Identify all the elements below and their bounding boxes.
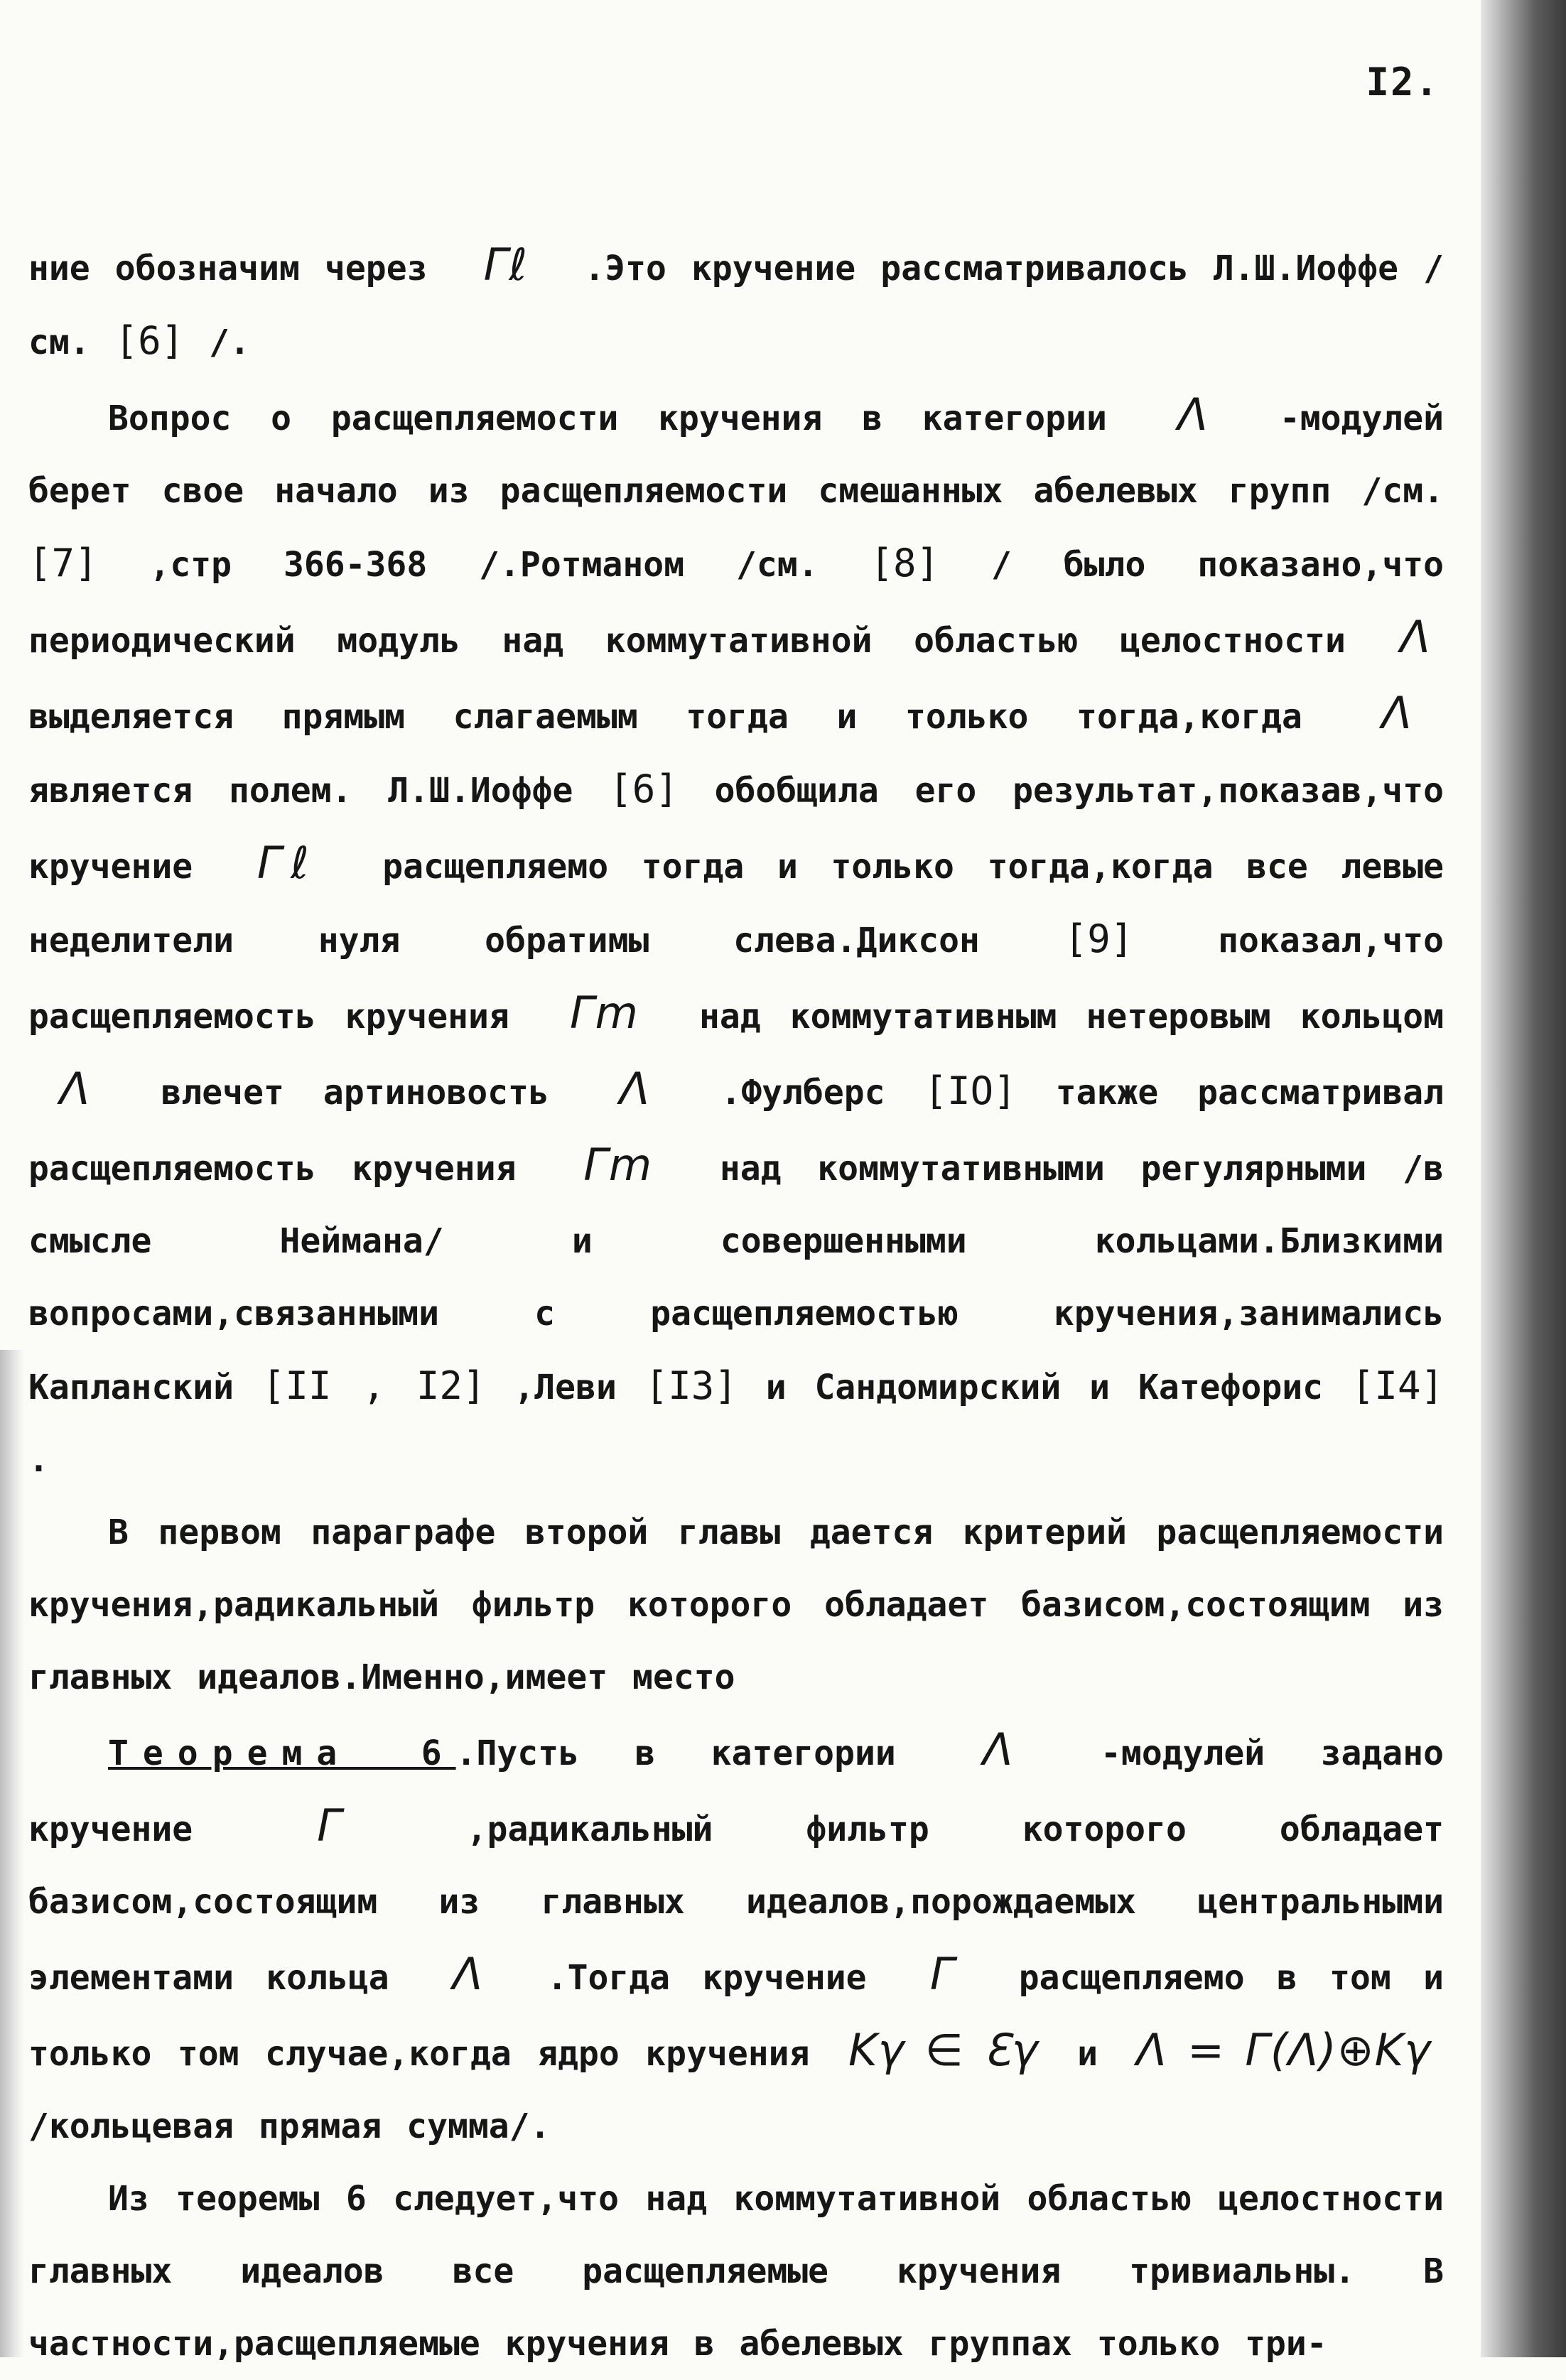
citation: [9] (1064, 916, 1134, 961)
citation: [II , I2] (261, 1363, 486, 1408)
ring-direct-sum-formula: Λ = Γ(Λ)⊕Kγ (1136, 2024, 1431, 2076)
lambda-symbol: Λ (983, 1724, 1014, 1775)
citation: [7] (28, 541, 98, 585)
torsion-symbol: Γℓ (483, 239, 529, 291)
theorem-label: Теорема 6 (108, 1733, 456, 1773)
citation: [IO] (924, 1069, 1017, 1113)
torsion-symbol: Γ (929, 1948, 956, 2000)
torsion-symbol: Γm (569, 987, 639, 1039)
lambda-symbol: Λ (619, 1063, 651, 1115)
citation: [6] (609, 767, 679, 811)
paragraph-4: Из теоремы 6 следует,что над коммутативной областью целостности главных идеалов все расщепляемые кручения тривиальны. В частности,расщепляемые кручения в абелевых группах только три- (28, 2179, 1444, 2364)
page-number: I2. (1366, 60, 1440, 104)
citation: [I3] (644, 1363, 738, 1408)
kernel-formula: Kγ ∈ Ɛγ (848, 2024, 1039, 2076)
scan-left-shadow (0, 1350, 24, 2357)
paragraph-3: В первом параграфе второй главы дается критерий расщепляемости кручения,радикальный фильтр которого обладает базисом,состоящим из главных идеалов.Именно,имеет место (28, 1513, 1444, 1697)
scan-edge-strip (1481, 0, 1566, 2357)
citation: [I4] (1351, 1363, 1444, 1408)
torsion-symbol: Γℓ (256, 837, 318, 889)
paragraph-2: Вопрос о расщепляемости кручения в категории Λ -модулей берет свое начало из расщепляемости смешанных абелевых групп /см. [7] ,стр 366-368 /.Ротманом /см. [8] / было показано,что периодический модуль над коммутативной областью целостности Λ выделяется прямым слагаемым тогда и только тогда,когда Λ является полем. Л.Ш.Иоффе [6] обобщила его результат,показав,что кручение Γℓ расщепляемо тогда и только тогда,когда все левые неделители нуля обратимы слева.Диксон [9] показал,что расщепляемость кручения Γm над коммутативным нетеровым кольцом Λ влечет артиновость Λ .Фулберс [IO] также рассматривал расщепляемость кручения Γm над коммутативными регулярными /в смысле Неймана/ и совершенными кольцами.Близкими вопросами,связанными с расщепляемостью кручения,занимались Капланский [II , I2] ,Леви [I3] и Сандомирский и Катефорис [I4] . (28, 389, 1444, 1480)
lambda-symbol: Λ (1381, 687, 1413, 739)
citation: [6] (114, 318, 185, 363)
lambda-symbol: Λ (1177, 389, 1209, 440)
lambda-symbol: Λ (1400, 611, 1431, 663)
paragraph-1: ние обозначим через Γℓ .Это кручение рассматривалось Л.Ш.Иоффе /см. [6] /. (28, 239, 1444, 363)
torsion-symbol: Γm (583, 1139, 653, 1191)
body-text (28, 229, 1444, 2380)
citation: [8] (870, 541, 940, 585)
torsion-symbol: Γ (317, 1800, 342, 1851)
lambda-symbol: Λ (60, 1063, 91, 1115)
lambda-symbol: Λ (452, 1948, 484, 2000)
theorem-6: Теорема 6.Пусть в категории Λ -модулей задано кручение Γ ,радикальный фильтр которого обладает базисом,состоящим из главных идеалов,порождаемых центральными элементами кольца Λ .Тогда кручение Γ расщепляемо в том и только том случае,когда ядро кручения Kγ ∈ Ɛγ и Λ = Γ(Λ)⊕Kγ /кольцевая прямая сумма/. (28, 1724, 1444, 2146)
